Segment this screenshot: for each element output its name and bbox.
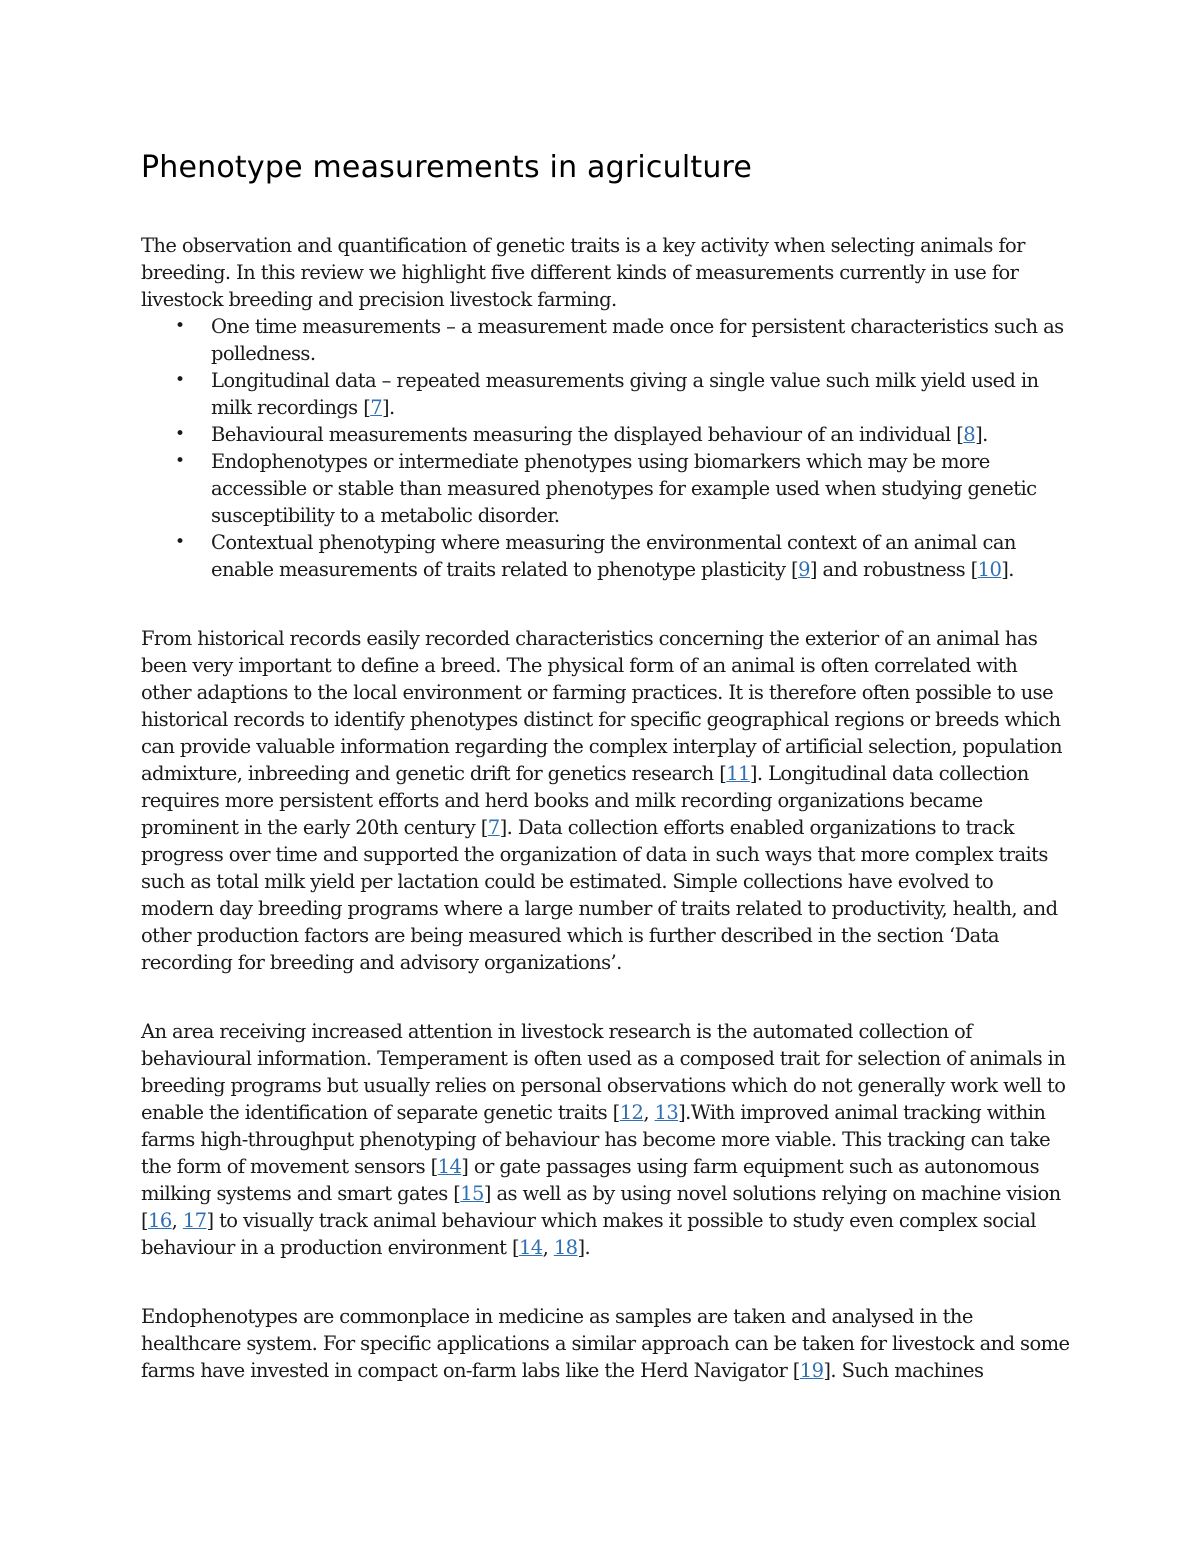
body-paragraph (141, 1018, 1071, 1261)
body-paragraph (141, 1303, 1071, 1384)
citation-link-16[interactable]: 16 (148, 1209, 172, 1232)
text-run: ] or gate passages using farm equipment such as autonomous milking systems and smart gates [ (141, 1155, 1039, 1205)
bullet-icon: • (175, 316, 185, 336)
text-run: ] as well as by using novel solutions relying on machine vision [ (141, 1182, 1061, 1232)
document-body (141, 148, 1071, 1384)
citation-link-9[interactable]: 9 (798, 558, 810, 581)
citation-link-12[interactable]: 12 (619, 1101, 644, 1124)
list-item (141, 313, 1071, 367)
text-run: ]. (577, 1236, 591, 1259)
text-run: , (643, 1101, 655, 1124)
bullet-icon: • (175, 532, 185, 552)
text-run: From historical records easily recorded characteristics concerning the exterior of an animal has been very important to define a breed. The physical form of an animal is often correlated with other adaptions to the local environment or farming practices. It is therefore often possible to use historical records to identify phenotypes distinct for specific geographical regions or breeds which can provide valuable information regarding the complex interplay of artificial selection, population admixture, inbreeding and genetic drift for genetics research [ (141, 627, 1063, 785)
text-run: ] to visually track animal behaviour which makes it possible to study even complex social behaviour in a production environment [ (141, 1209, 1036, 1259)
list-item (141, 529, 1071, 583)
citation-link-13[interactable]: 13 (654, 1101, 679, 1124)
text-run: ]. (1001, 558, 1014, 581)
text-run: Behavioural measurements measuring the displayed behaviour of an individual [ (211, 423, 964, 446)
text-run: , (542, 1236, 554, 1259)
citation-link-14[interactable]: 14 (437, 1155, 462, 1178)
text-run: Longitudinal data – repeated measurements giving a single value such milk yield used in milk recordings [ (211, 369, 1039, 419)
text-run: ]. Longitudinal data collection requires more persistent efforts and herd books and milk recording organizations became prominent in the early 20th century [ (141, 762, 1029, 839)
body-paragraphs (141, 625, 1071, 1384)
citation-link-19[interactable]: 19 (799, 1359, 824, 1382)
citation-link-15[interactable]: 15 (460, 1182, 484, 1205)
text-run: , (171, 1209, 183, 1232)
citation-link-14[interactable]: 14 (518, 1236, 543, 1259)
text-run: ]. Data collection efforts enabled organizations to track progress over time and supported the organization of data in such ways that more complex traits such as total milk yield per lactation could be estimated. Simple collections have evolved to modern day breeding programs where a large number of traits related to productivity, health, and other production factors are being measured which is further described in the section ‘Data recording for breeding and advisory organizations’. (141, 816, 1058, 974)
body-paragraph (141, 625, 1071, 976)
text-run: An area receiving increased attention in livestock research is the automated collection of behavioural information. Temperament is often used as a composed trait for selection of animals in breeding programs but usually relies on personal observations which do not generally work well to enable the identification of separate genetic traits [ (141, 1020, 1066, 1124)
text-run: One time measurements – a measurement made once for persistent characteristics such as polledness. (211, 315, 1064, 365)
list-item (141, 367, 1071, 421)
page-title: Phenotype measurements in agriculture (141, 150, 753, 185)
citation-link-10[interactable]: 10 (977, 558, 1002, 581)
bullet-icon: • (175, 424, 185, 444)
text-run: ]. Such machines (823, 1359, 984, 1382)
text-run: Endophenotypes are commonplace in medicine as samples are taken and analysed in the healthcare system. For specific applications a similar approach can be taken for livestock and some farms have invested in compact on-farm labs like the Herd Navigator [ (141, 1305, 1070, 1382)
bullet-icon: • (175, 370, 185, 390)
list-item (141, 448, 1071, 529)
list-item (141, 421, 1071, 448)
bullet-icon: • (175, 451, 185, 471)
citation-link-8[interactable]: 8 (963, 423, 976, 446)
text-run: ] and robustness [ (809, 558, 978, 581)
text-run: Endophenotypes or intermediate phenotypes using biomarkers which may be more accessible or stable than measured phenotypes for example used when studying genetic susceptibility to a metabolic disorder. (211, 450, 1037, 527)
citation-link-11[interactable]: 11 (726, 762, 750, 785)
text-run: ]. (975, 423, 988, 446)
text-run: Contextual phenotyping where measuring the environmental context of an animal can enable measurements of traits related to phenotype plasticity [ (211, 531, 1016, 581)
citation-link-7[interactable]: 7 (370, 396, 383, 419)
intro-paragraph: The observation and quantification of genetic traits is a key activity when selecting animals for breeding. In this review we highlight five different kinds of measurements currently in use for livestock breeding and precision livestock farming. (141, 234, 1025, 311)
citation-link-7[interactable]: 7 (487, 816, 500, 839)
citation-link-17[interactable]: 17 (182, 1209, 207, 1232)
citation-link-18[interactable]: 18 (553, 1236, 578, 1259)
text-run: ].With improved animal tracking within farms high-throughput phenotyping of behaviour has become more viable. This tracking can take the form of movement sensors [ (141, 1101, 1051, 1178)
measurement-types-list (141, 313, 1071, 583)
text-run: ]. (382, 396, 395, 419)
